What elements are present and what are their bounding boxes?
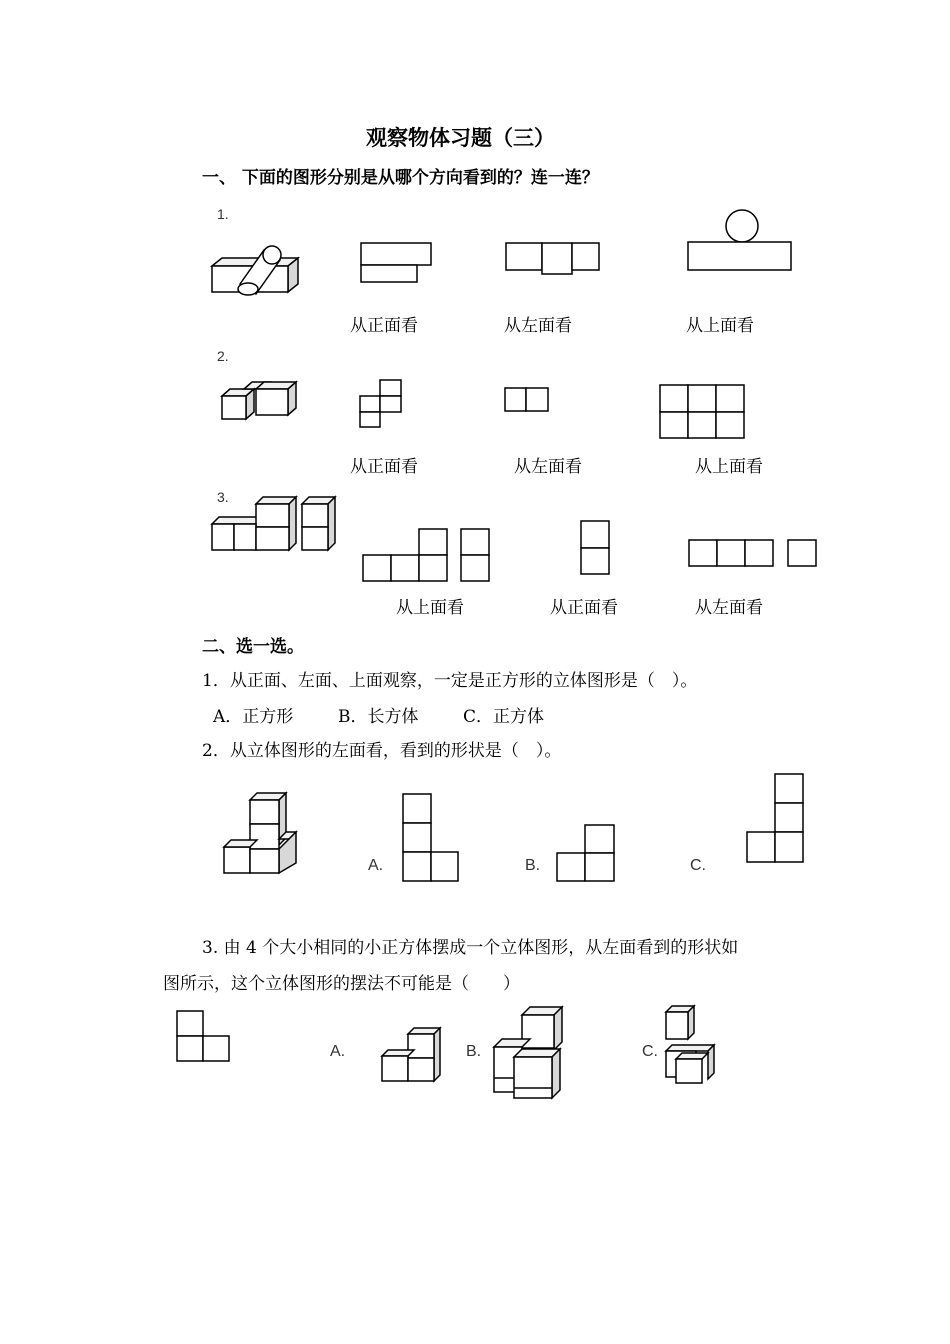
s2-q1-option-c: C．正方体 (463, 707, 545, 727)
q2-label-front: 从正面看 (350, 457, 418, 477)
q1-solid-figure (210, 242, 302, 297)
q1-view-front (360, 242, 434, 284)
q2-solid-figure (220, 376, 300, 422)
s2-q1-option-a: A．正方形 (213, 707, 294, 727)
s2-q1-text: 1．从正面、左面、上面观察，一定是正方形的立体图形是（ ）。 (202, 671, 698, 691)
s2-q3-line2: 图所示，这个立体图形的摆法不可能是（ ） (163, 974, 520, 994)
q3-view-c (688, 539, 818, 569)
q2-view-top (659, 384, 747, 440)
section2-heading: 二、选一选。 (202, 637, 304, 657)
s2-q2-option-a-view (402, 793, 460, 883)
s2-q2-solid-figure (222, 791, 298, 877)
s2-q3-option-c-figure (662, 1003, 718, 1087)
q1-label-top: 从上面看 (686, 316, 754, 336)
s2-q2-text: 2．从立体图形的左面看，看到的形状是（ ）。 (202, 741, 562, 761)
s2-q3-line1: 3. 由 4 个大小相同的小正方体摆成一个立体图形，从左面看到的形状如 (202, 938, 739, 958)
s2-q3-letter-b: B. (466, 1043, 482, 1060)
q2-view-front (359, 379, 403, 429)
section1-heading: 一、 下面的图形分别是从哪个方向看到的？连一连？ (202, 168, 599, 188)
q1-number: 1. (217, 206, 229, 222)
q1-label-left: 从左面看 (504, 316, 572, 336)
page-title: 观察物体习题（三） (366, 125, 555, 150)
s2-q1-option-b: B．长方体 (338, 707, 419, 727)
s2-q2-option-b-view (556, 824, 618, 884)
s2-q3-letter-c: C. (642, 1043, 658, 1060)
s2-q3-option-a-figure (380, 1025, 444, 1085)
q3-label-left: 从左面看 (695, 598, 763, 618)
q3-view-a (362, 528, 492, 584)
q1-view-top (687, 209, 793, 273)
q1-label-front: 从正面看 (350, 316, 418, 336)
s2-q3-letter-a: A. (330, 1043, 346, 1060)
s2-q2-letter-c: C. (690, 857, 706, 874)
q2-number: 2. (217, 348, 229, 364)
q2-view-left (504, 387, 550, 413)
q3-solid-figure (210, 496, 340, 556)
q3-label-front: 从正面看 (550, 598, 618, 618)
q2-label-left: 从左面看 (514, 457, 582, 477)
s2-q2-option-c-view (746, 773, 806, 865)
s2-q2-letter-a: A. (368, 857, 384, 874)
q2-label-top: 从上面看 (695, 457, 763, 477)
q1-view-left (505, 242, 601, 276)
s2-q2-letter-b: B. (525, 857, 541, 874)
q3-label-top: 从上面看 (396, 598, 464, 618)
q3-number: 3. (217, 489, 229, 505)
s2-q3-reference-view (176, 1010, 232, 1064)
q3-view-b (580, 520, 612, 576)
s2-q3-option-b-figure (492, 1002, 566, 1102)
